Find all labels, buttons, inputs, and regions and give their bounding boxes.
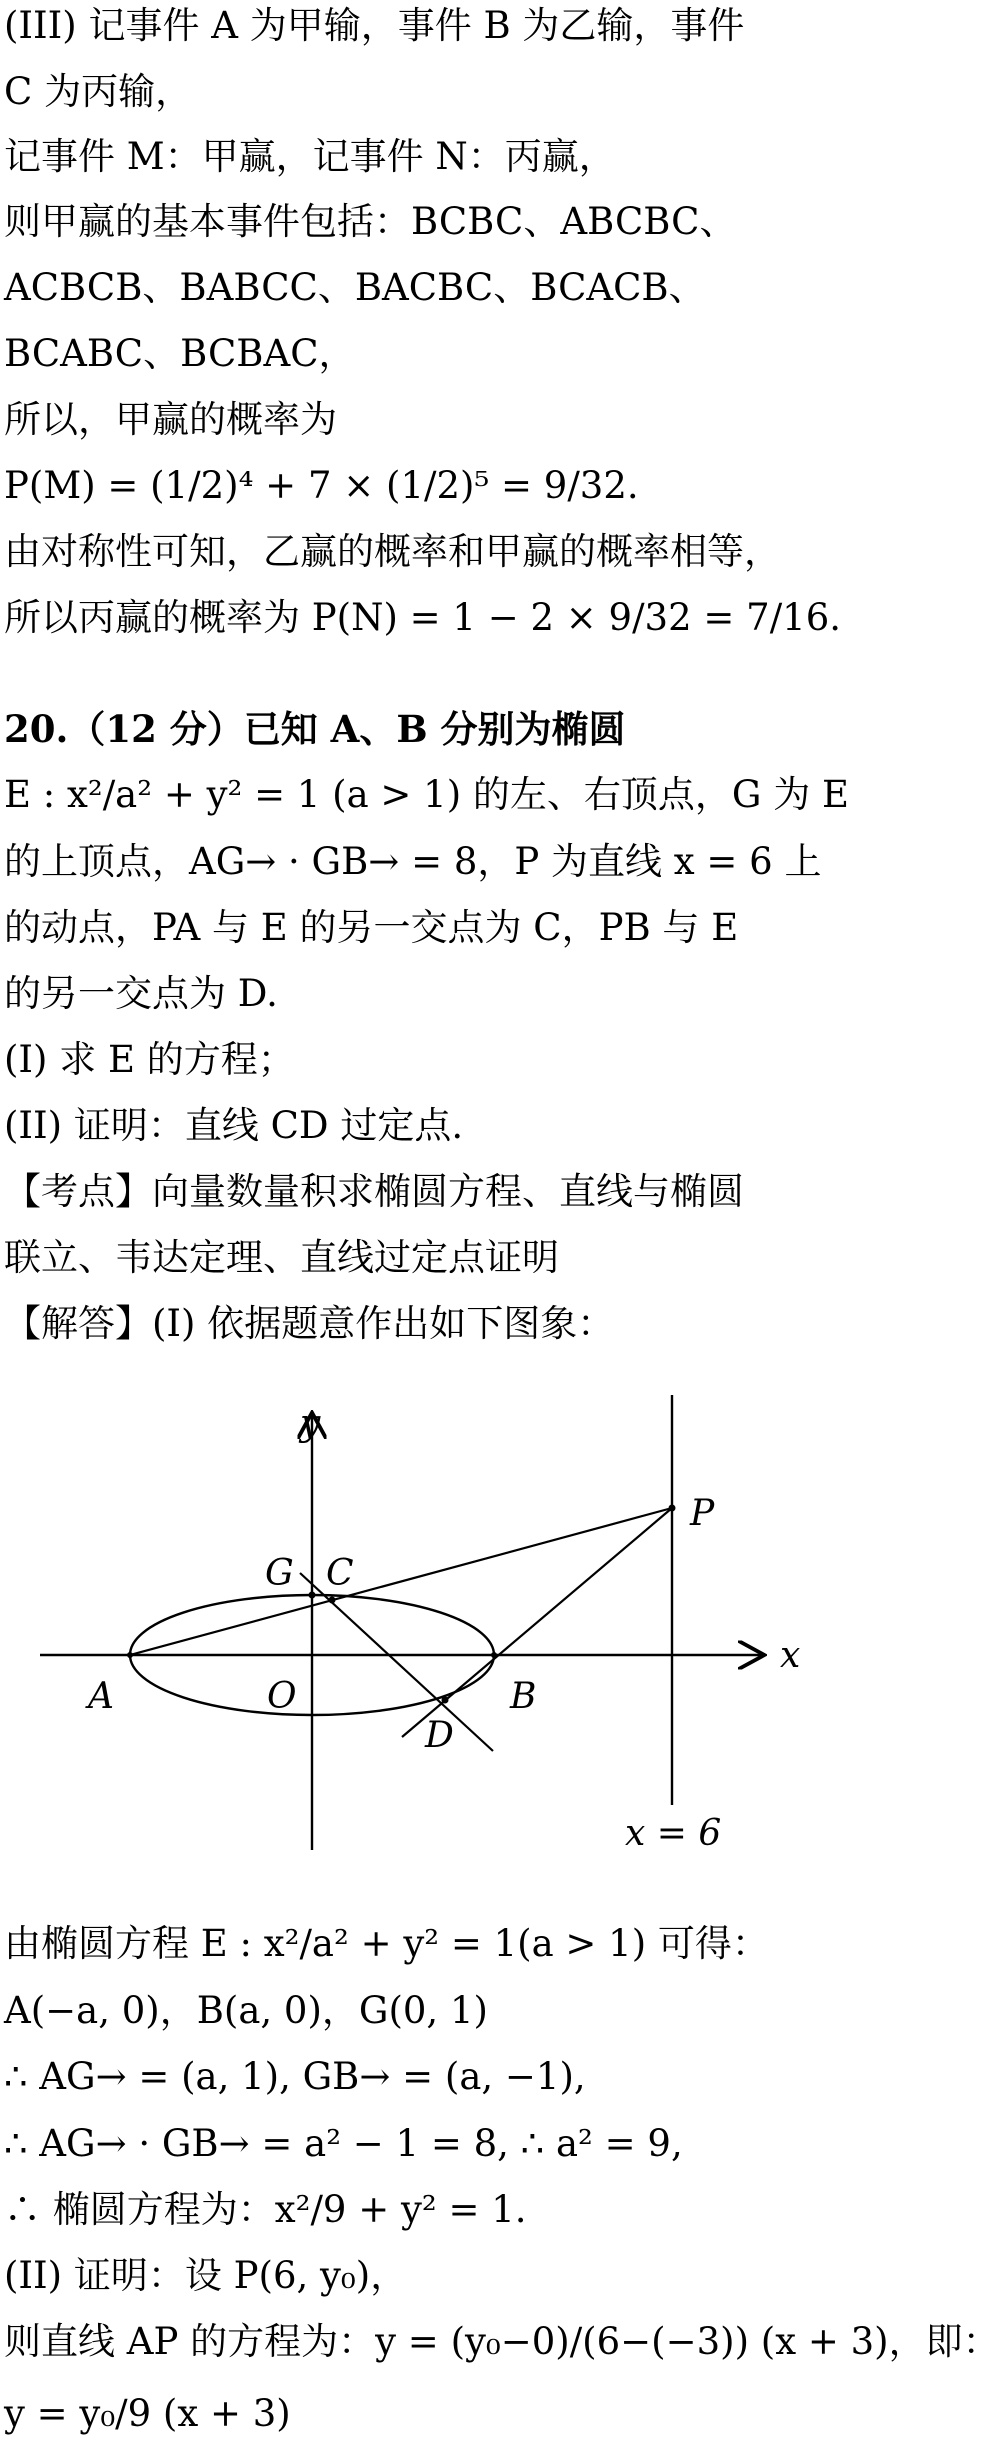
- q20-line-2: E : x²/a² + y² = 1 (a > 1) 的左、右顶点，G 为 E: [4, 773, 849, 816]
- sol-line-3: ∴ AG→ = (a, 1), GB→ = (a, −1),: [4, 2055, 586, 2098]
- q20-line-5: 的另一交点为 D.: [4, 972, 278, 1015]
- kaodian-line-1: 【考点】向量数量积求椭圆方程、直线与椭圆: [4, 1170, 744, 1213]
- label-p: P: [690, 1493, 715, 1534]
- q20-part2: (II) 证明：直线 CD 过定点.: [4, 1104, 464, 1147]
- line-ap: [130, 1508, 672, 1655]
- sol-line-4: ∴ AG→ · GB→ = a² − 1 = 8, ∴ a² = 9,: [4, 2122, 683, 2165]
- label-a: A: [88, 1676, 114, 1717]
- jieda-line: 【解答】(I) 依据题意作出如下图象：: [4, 1302, 615, 1345]
- p3-line-6: BCABC、BCBAC，: [4, 332, 356, 375]
- label-o: O: [267, 1676, 297, 1717]
- label-x: x: [780, 1635, 801, 1676]
- point-p: [669, 1505, 676, 1512]
- p3-line-2: C 为丙输，: [4, 70, 193, 113]
- point-a: [127, 1652, 133, 1658]
- ellipse-figure: [0, 1385, 861, 1905]
- q20-part1: (I) 求 E 的方程；: [4, 1038, 295, 1081]
- p3-formula-pm: P(M) = (1/2)⁴ + 7 × (1/2)⁵ = 9/32.: [4, 464, 639, 507]
- q20-line-4: 的动点，PA 与 E 的另一交点为 C，PB 与 E: [4, 906, 739, 949]
- p3-formula-pn: 所以丙赢的概率为 P(N) = 1 − 2 × 9/32 = 7/16.: [4, 596, 842, 639]
- label-c: C: [326, 1553, 354, 1594]
- line-pb: [402, 1508, 672, 1737]
- label-d: D: [425, 1715, 454, 1756]
- kaodian-line-2: 联立、韦达定理、直线过定点证明: [4, 1236, 559, 1279]
- sol-line-2: A(−a, 0)，B(a, 0)，G(0, 1): [4, 1989, 488, 2032]
- q20-line-3: 的上顶点，AG→ · GB→ = 8，P 为直线 x = 6 上: [4, 840, 822, 883]
- sol-line-8: y = y₀/9 (x + 3): [4, 2392, 291, 2435]
- point-d: [442, 1697, 449, 1704]
- point-b: [491, 1652, 497, 1658]
- sol-line-6: (II) 证明：设 P(6, y₀)，: [4, 2254, 408, 2297]
- label-y: y: [300, 1403, 321, 1444]
- point-c: [329, 1597, 336, 1604]
- p3-line-3: 记事件 M：甲赢，记事件 N：丙赢，: [4, 135, 616, 178]
- sol-line-7: 则直线 AP 的方程为：y = (y₀−0)/(6−(−3)) (x + 3)，即：: [4, 2320, 1000, 2363]
- p3-line-4: 则甲赢的基本事件包括：BCBC、ABCBC、: [4, 200, 737, 243]
- label-g: G: [265, 1553, 294, 1594]
- p3-line-7: 所以，甲赢的概率为: [4, 398, 337, 441]
- sol-line-5: ∴ 椭圆方程为：x²/9 + y² = 1.: [4, 2188, 527, 2231]
- label-x6: x = 6: [625, 1813, 722, 1854]
- sol-line-1: 由椭圆方程 E : x²/a² + y² = 1(a > 1) 可得：: [4, 1922, 769, 1965]
- label-b: B: [510, 1676, 537, 1717]
- q20-heading: 20.（12 分）已知 A、B 分别为椭圆: [4, 707, 626, 751]
- p3-line-5: ACBCB、BABCC、BACBC、BCACB、: [4, 266, 706, 309]
- p3-line-1: (III) 记事件 A 为甲输，事件 B 为乙输，事件: [4, 4, 745, 47]
- point-g: [309, 1592, 316, 1599]
- p3-line-9: 由对称性可知，乙赢的概率和甲赢的概率相等，: [4, 530, 781, 573]
